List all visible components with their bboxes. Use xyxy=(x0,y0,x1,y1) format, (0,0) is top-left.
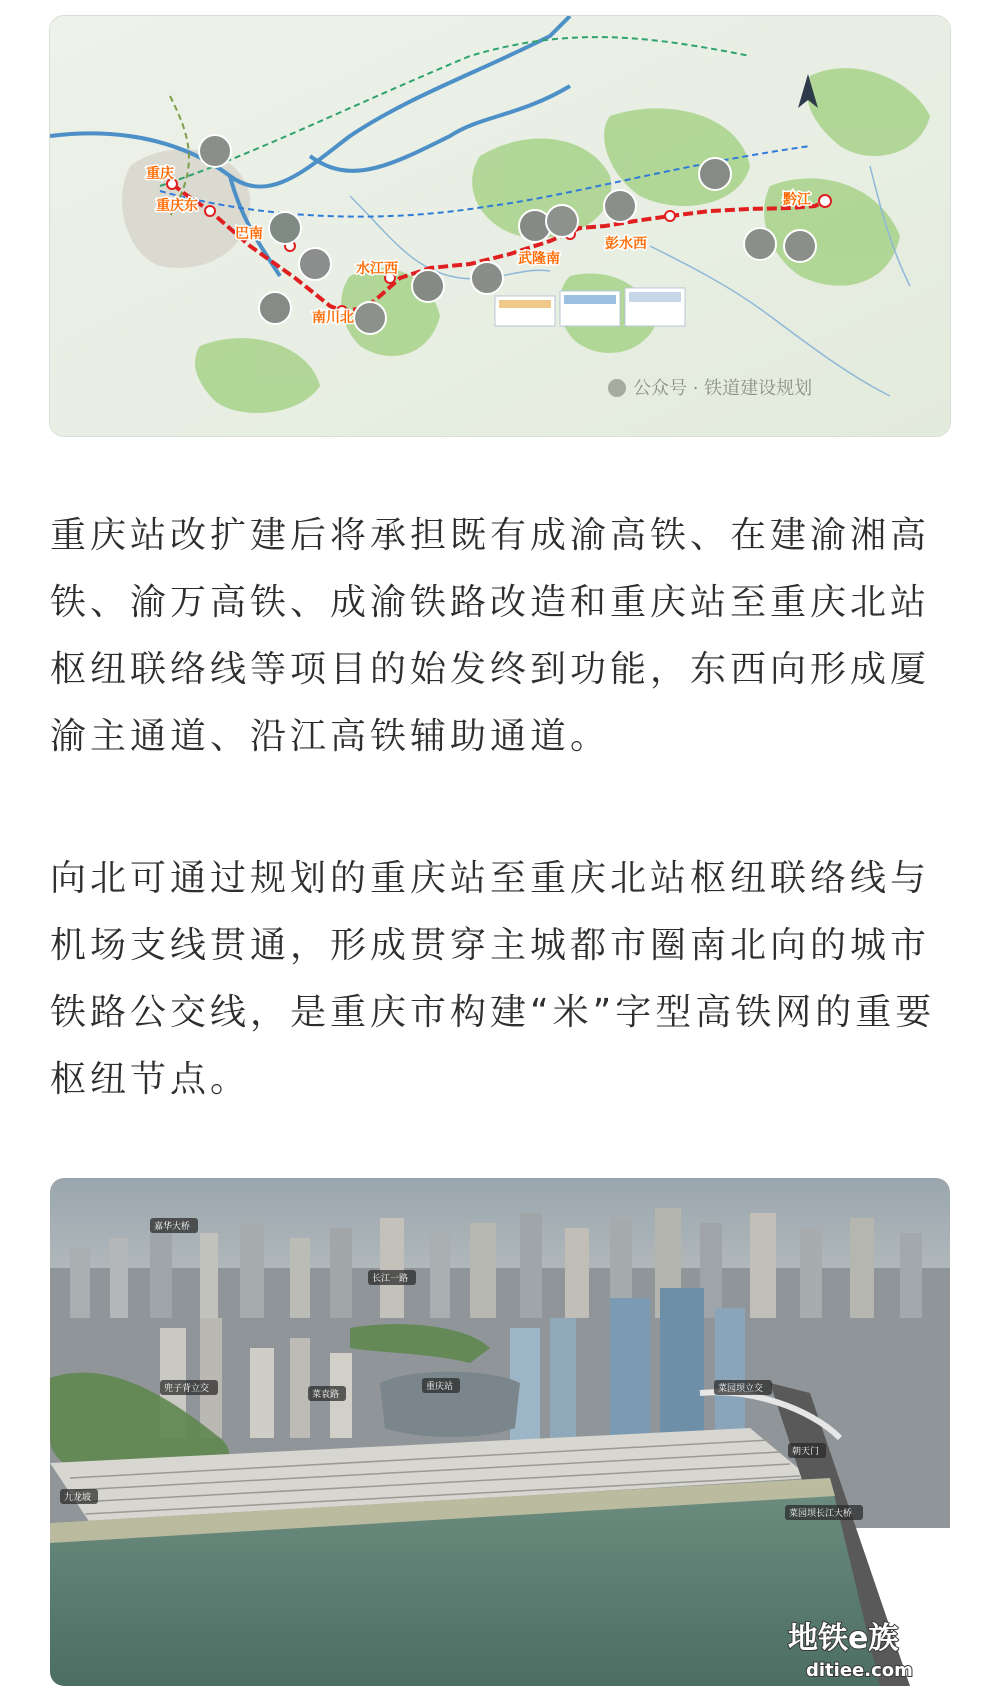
station-aerial-image xyxy=(50,1178,950,1686)
svg-text:兜子背立交: 兜子背立交 xyxy=(164,1384,210,1394)
svg-text:嘉华大桥: 嘉华大桥 xyxy=(154,1222,191,1232)
map-annotation xyxy=(160,1380,218,1395)
station-label: 南川北 xyxy=(312,310,354,326)
article-paragraph-2: 向北可通过规划的重庆站至重庆北站枢纽联络线与机场支线贯通，形成贯穿主城都市圈南北向的城市铁路公交线，是重庆市构建“米”字型高铁网的重要枢纽节点。 xyxy=(50,858,936,1100)
svg-text:长江一路: 长江一路 xyxy=(372,1274,409,1284)
map-annotation xyxy=(368,1270,416,1285)
map-annotation xyxy=(422,1378,460,1393)
station-label: 彭水西 xyxy=(605,236,647,252)
svg-text:朝天门: 朝天门 xyxy=(792,1447,820,1457)
station-label: 重庆 xyxy=(146,166,174,182)
station-label: 武隆南 xyxy=(518,251,560,267)
map-annotation xyxy=(788,1443,826,1458)
map-annotation xyxy=(714,1380,772,1395)
map-annotation xyxy=(308,1386,346,1401)
svg-text:菜园坝立交: 菜园坝立交 xyxy=(718,1384,764,1394)
station-label: 水江西 xyxy=(356,261,398,277)
watermark-text: 公众号 · 铁道建设规划 xyxy=(633,378,813,399)
map-annotation xyxy=(785,1505,863,1520)
article-paragraph-1: 重庆站改扩建后将承担既有成渝高铁、在建渝湘高铁、渝万高铁、成渝铁路改造和重庆站至重庆北站枢纽联络线等项目的始发终到功能，东西向形成厦渝主通道、沿江高铁辅助通道。 xyxy=(50,515,931,757)
route-map xyxy=(50,16,950,436)
map-annotation xyxy=(150,1218,198,1233)
svg-text:菜袁路: 菜袁路 xyxy=(312,1390,340,1400)
station-label: 巴南 xyxy=(235,226,263,242)
svg-text:重庆站: 重庆站 xyxy=(426,1382,454,1392)
route-map-image xyxy=(50,16,950,436)
aerial-rendering xyxy=(50,1178,950,1686)
map-annotation xyxy=(60,1489,98,1504)
svg-text:九龙坡: 九龙坡 xyxy=(64,1493,92,1503)
site-logo: 地铁e族 xyxy=(788,1621,899,1656)
watermark xyxy=(608,378,812,399)
site-url: ditiee.com xyxy=(806,1660,913,1681)
svg-text:菜园坝长江大桥: 菜园坝长江大桥 xyxy=(789,1509,853,1519)
station-label: 黔江 xyxy=(783,192,811,208)
station-label: 重庆东 xyxy=(156,198,198,214)
